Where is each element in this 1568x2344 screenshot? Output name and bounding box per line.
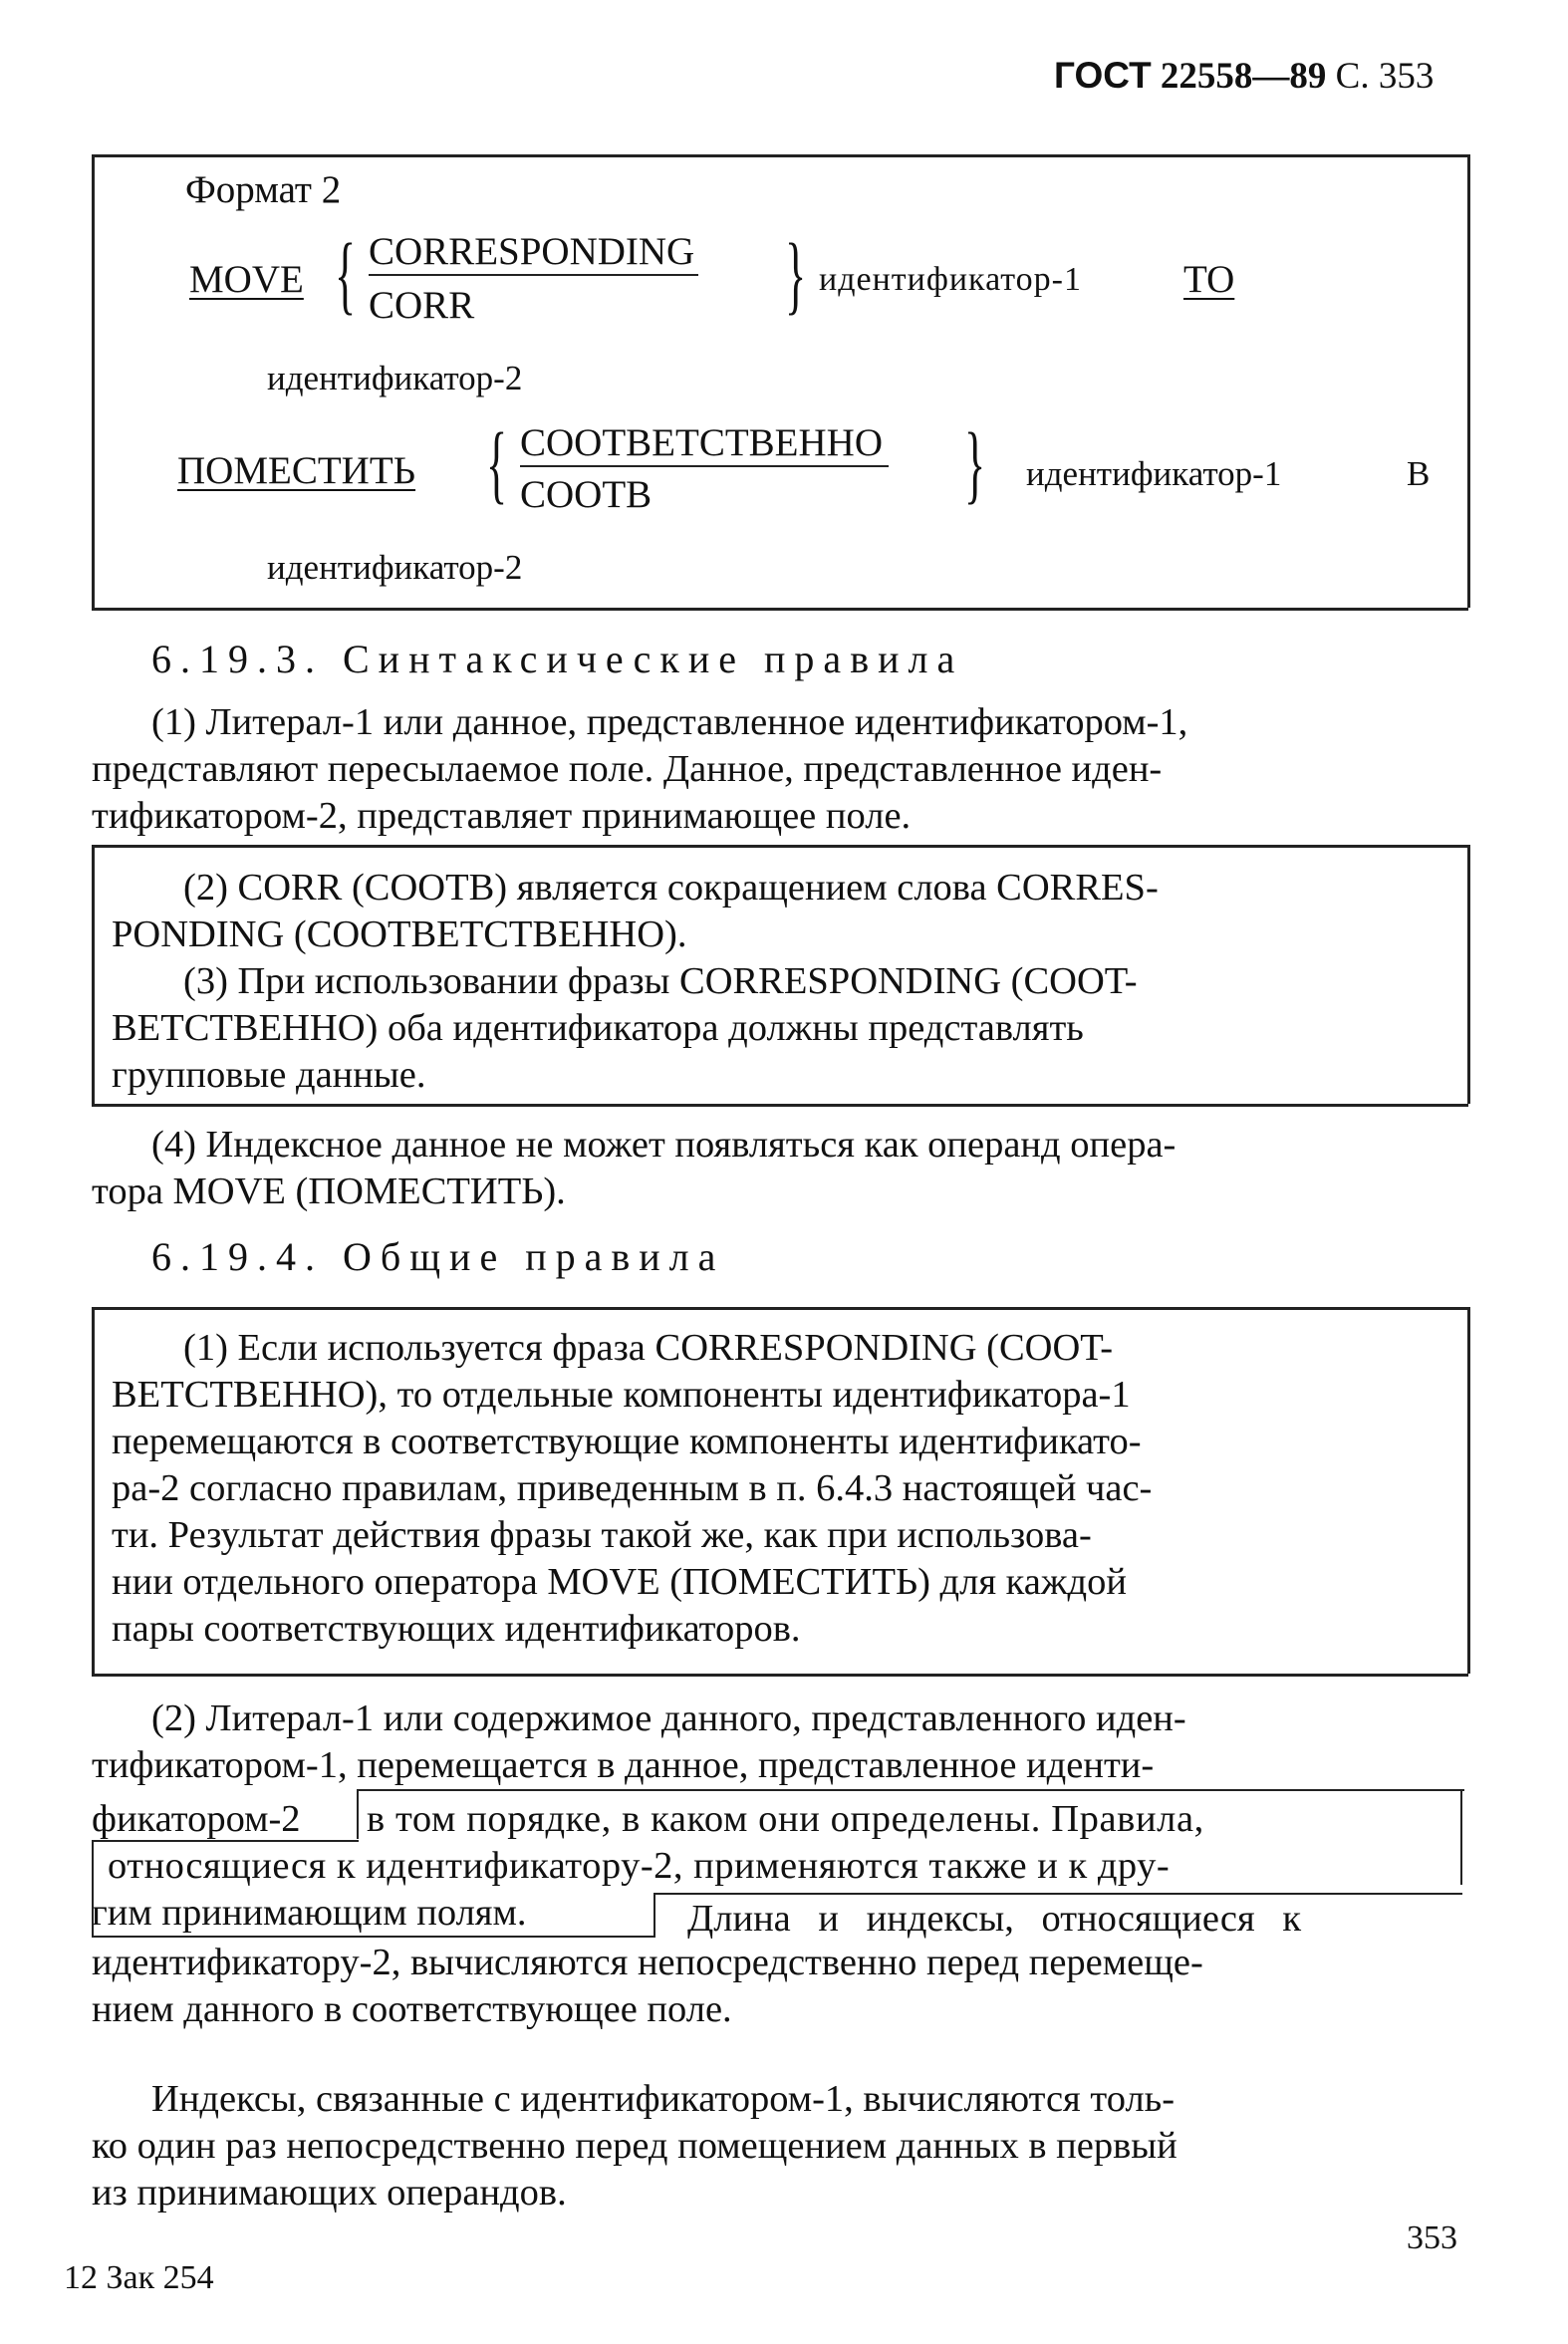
rules-box-bottom-rule	[92, 1104, 1468, 1107]
text-line: Индексы, связанные с идентификатором-1, вычисляются толь-	[151, 2078, 1176, 2120]
keyword-move: MOVE	[189, 258, 304, 301]
text-line: тификатором-1, перемещается в данное, представленное иденти-	[92, 1744, 1155, 1786]
text-line: (2) Литерал-1 или содержимое данного, представленного иден-	[151, 1697, 1186, 1739]
text-line: ра-2 согласно правилам, приведенным в п. 6.4.3 настоящей час-	[112, 1467, 1153, 1509]
keyword-corr: CORR	[369, 284, 475, 327]
keyword-v: В	[1407, 454, 1431, 493]
text-line: пары соответствующих идентификаторов.	[112, 1608, 801, 1650]
text-line: нии отдельного оператора MOVE (ПОМЕСТИТЬ) для каждой	[112, 1561, 1127, 1603]
footer-page-number: 353	[1407, 2219, 1457, 2256]
text-line: ко один раз непосредственно перед помещением данных в первый	[92, 2125, 1177, 2167]
section-heading-general-rules: 6.19.4. Общие правила	[151, 1234, 725, 1279]
rule-2-line-5-end: Длина и индексы, относящиеся к	[687, 1898, 1302, 1940]
text-line: перемещаются в соответствующие компоненты идентификато-	[112, 1421, 1142, 1462]
keyword-to: TO	[1183, 258, 1235, 301]
general-rule-1	[112, 1325, 1437, 1653]
syntax-rule-3	[112, 958, 1437, 1099]
insert-box-left-rule	[92, 1840, 94, 1936]
insert-box-mid-rule	[92, 1840, 359, 1842]
footer-order-number: 12 Зак 254	[64, 2259, 214, 2296]
text-line: ВЕТСТВЕННО), то отдельные компоненты идентификатора-1	[112, 1374, 1131, 1416]
header-page-ref: С. 353	[1335, 56, 1435, 97]
text-line: (2) CORR (COOTB) является сокращением слова CORRES-	[183, 867, 1159, 909]
text-line: ти. Результат действия фразы такой же, как при использова-	[112, 1514, 1092, 1556]
identifier-2-first: идентификатор-2	[267, 359, 523, 397]
text-line: тора MOVE (ПОМЕСТИТЬ).	[92, 1171, 566, 1212]
header-standard-number: 22558—89	[1160, 56, 1327, 97]
rule-2-line-3-boxed: в том порядке, в каком они определены. Правила,	[367, 1798, 1204, 1840]
keyword-pomestit: ПОМЕСТИТЬ	[177, 449, 416, 492]
format-box-bottom-rule	[92, 608, 1468, 611]
insert-box-right-rule	[1460, 1789, 1462, 1885]
insert-box-bottom-rule	[92, 1936, 655, 1938]
text-line: (4) Индексное данное не может появляться как операнд опера-	[151, 1124, 1176, 1166]
insert-box-step-rule	[653, 1893, 655, 1937]
text-line: идентификатору-2, вычисляются непосредственно перед перемеще-	[92, 1942, 1203, 1983]
rule-2-line-3-start: фикатором-2	[92, 1798, 301, 1840]
text-line: нием данного в соответствующее поле.	[92, 1988, 732, 2030]
rule-2-line-4-boxed: относящиеся к идентификатору-2, применяются также и к дру-	[108, 1845, 1171, 1887]
syntax-rule-4	[92, 1122, 1466, 1215]
insert-box-step-top	[653, 1893, 1462, 1895]
general-rule-2-tail	[92, 1940, 1466, 2033]
text-line: PONDING (СООТВЕТСТВЕННО).	[112, 913, 687, 955]
text-line: (1) Если используется фраза CORRESPONDING (COOT-	[183, 1327, 1114, 1369]
left-brace-icon-2: {	[486, 414, 508, 513]
left-brace-icon: {	[335, 225, 357, 324]
right-brace-icon-2: }	[964, 414, 986, 513]
text-line: (3) При использовании фразы CORRESPONDING (COOT-	[183, 960, 1138, 1002]
general-rule-2	[92, 1695, 1466, 1789]
section-heading-syntax-rules: 6.19.3. Синтаксические правила	[151, 637, 964, 681]
keyword-corresponding: CORRESPONDING	[369, 229, 698, 276]
right-brace-icon: }	[785, 225, 807, 324]
general-rule-3	[92, 2076, 1466, 2216]
insert-box-left-rule-top	[357, 1789, 359, 1839]
page-header	[1054, 55, 1434, 98]
identifier-1-v: идентификатор-1	[1026, 454, 1282, 493]
rule-2-line-5-boxed: гим принимающим полям.	[92, 1892, 527, 1934]
syntax-rule-2	[112, 865, 1437, 958]
text-line: групповые данные.	[112, 1054, 426, 1096]
insert-box-top-rule	[357, 1789, 1464, 1791]
text-line: представляют пересылаемое поле. Данное, представленное иден-	[92, 748, 1163, 790]
general-box-bottom-rule	[92, 1674, 1468, 1677]
identifier-1-to: идентификатор-1	[819, 261, 1083, 298]
syntax-rule-1	[92, 699, 1466, 840]
keyword-sootv: СООТВ	[520, 473, 653, 516]
text-line: из принимающих операндов.	[92, 2172, 567, 2214]
format-title: Формат 2	[185, 168, 342, 211]
text-line: тификатором-2, представляет принимающее поле.	[92, 795, 912, 837]
header-gost: ГОСТ	[1054, 55, 1152, 96]
keyword-sootvetstvenno: СООТВЕТСТВЕННО	[520, 420, 889, 467]
identifier-2-second: идентификатор-2	[267, 548, 523, 587]
text-line: ВЕТСТВЕННО) оба идентификатора должны представлять	[112, 1007, 1084, 1049]
text-line: (1) Литерал-1 или данное, представленное идентификатором-1,	[151, 701, 1188, 743]
